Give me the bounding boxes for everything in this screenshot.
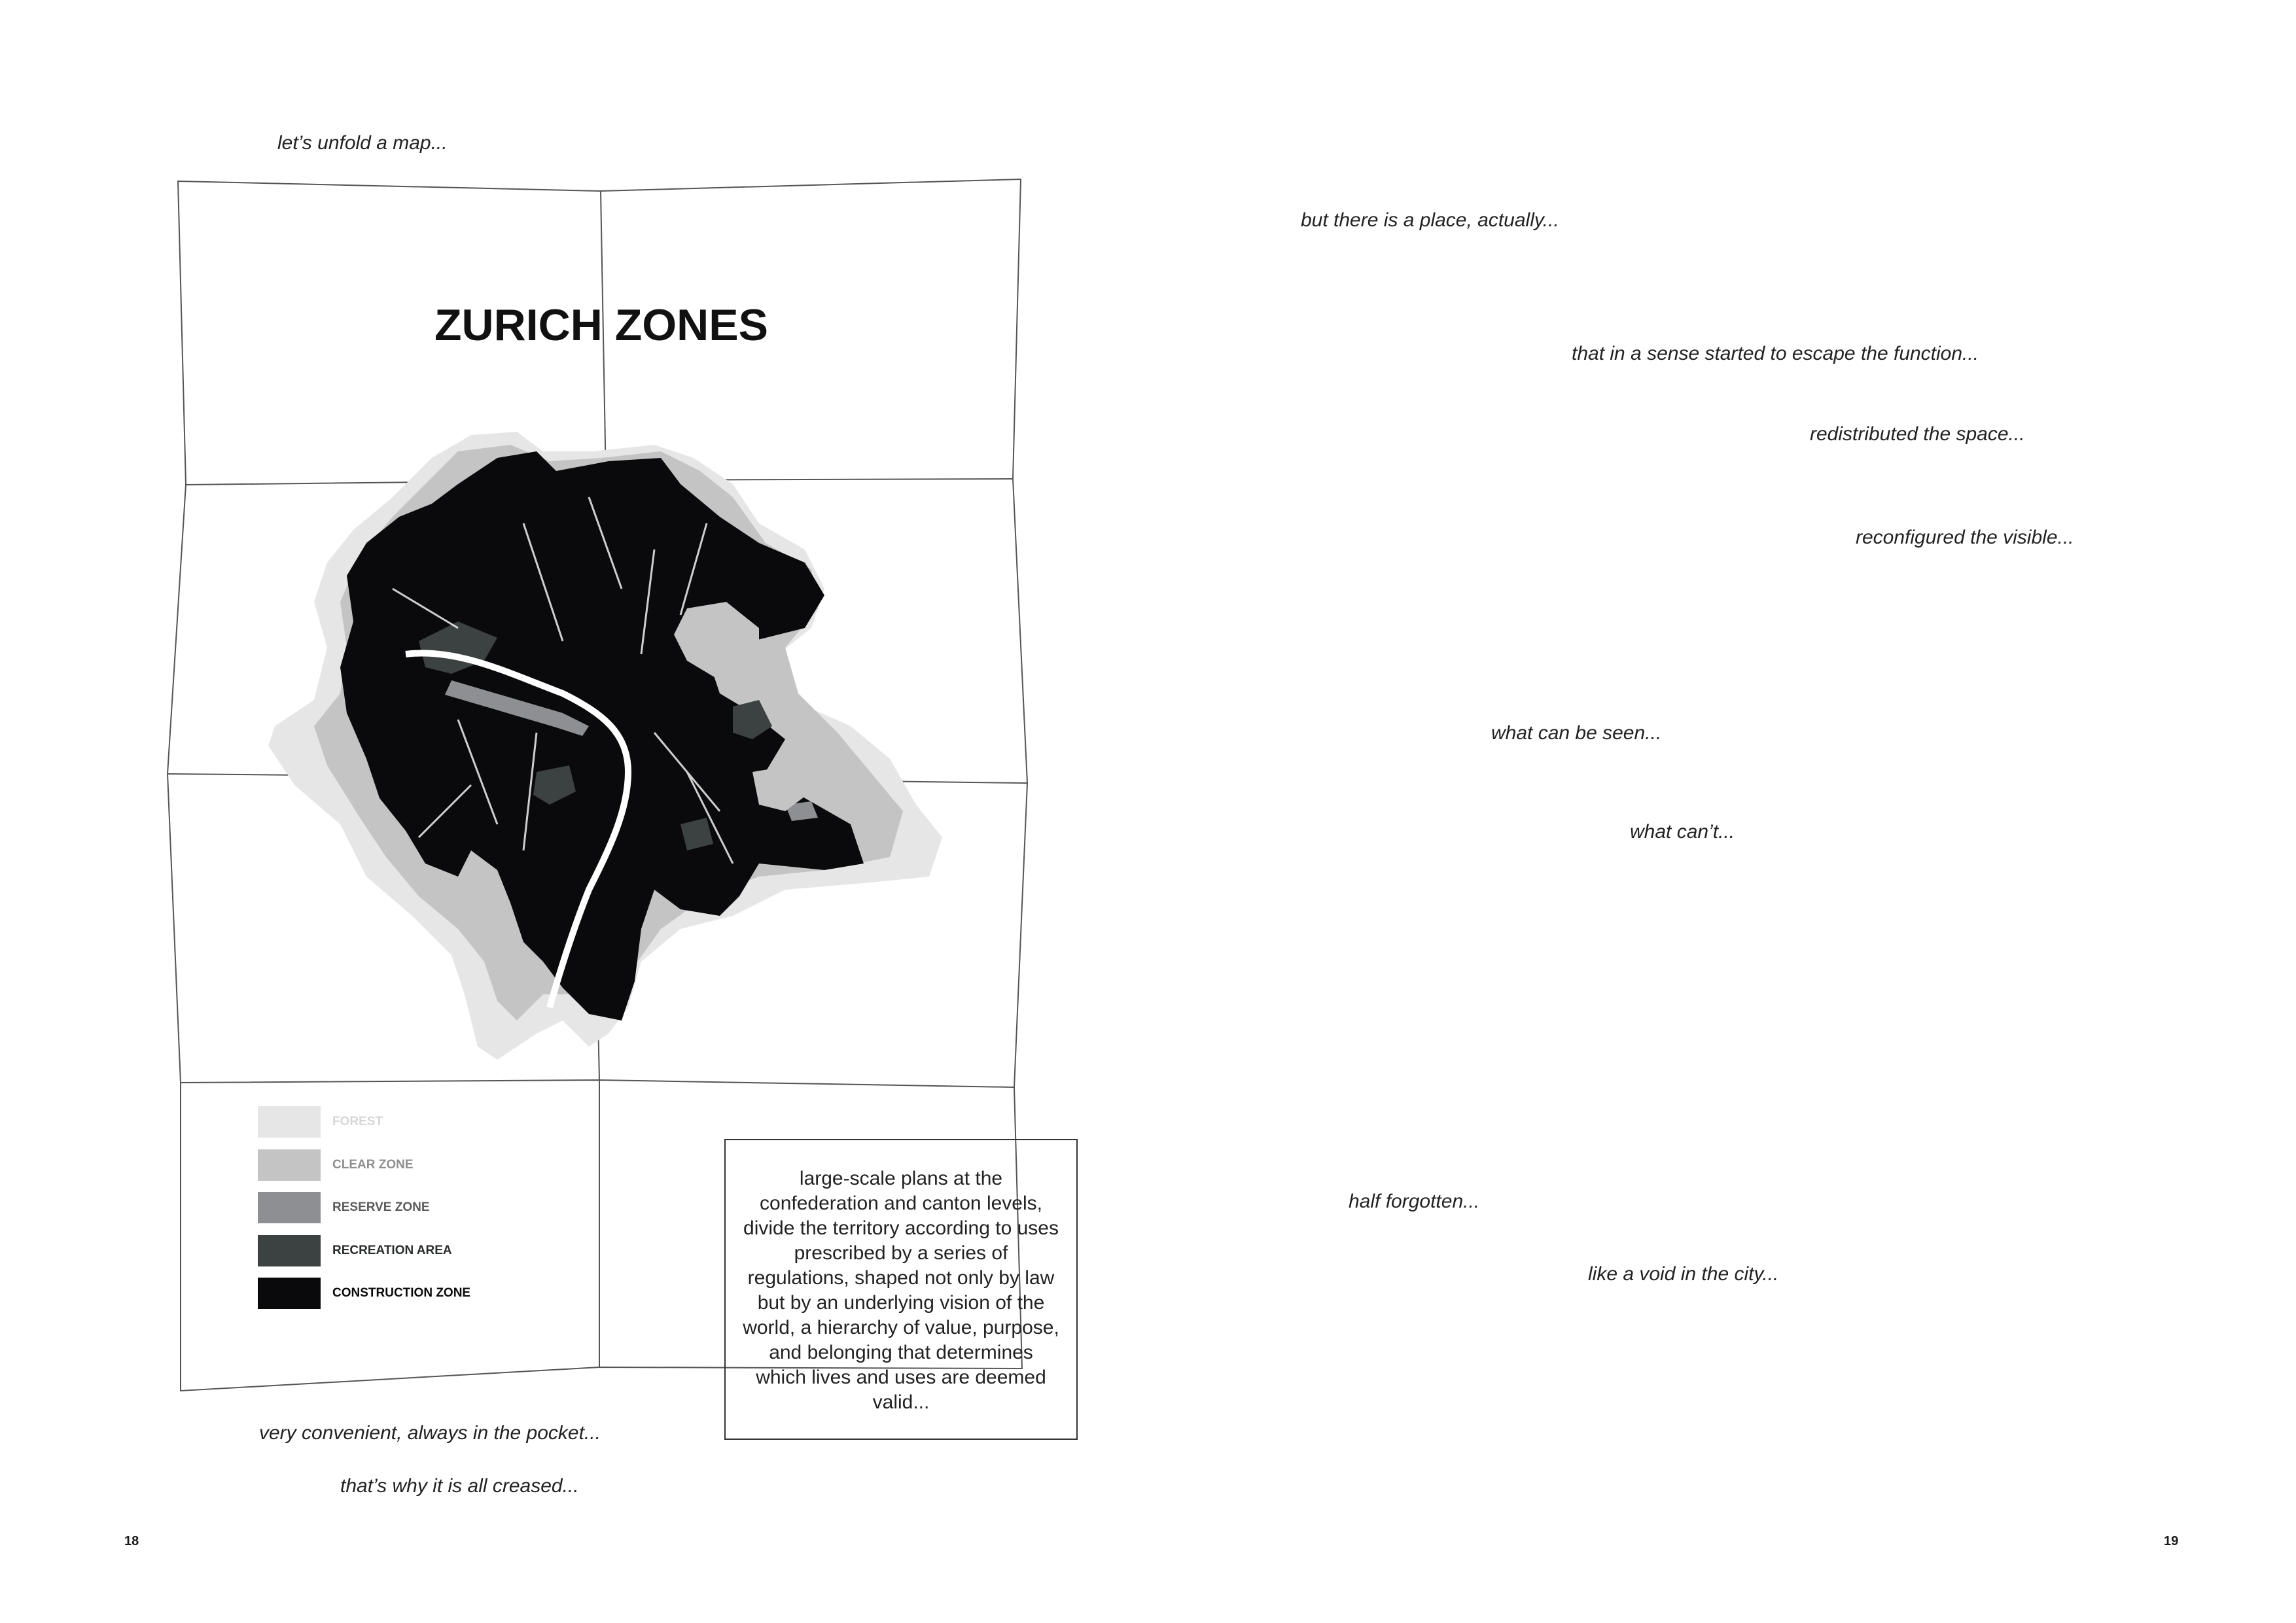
line-place: but there is a place, actually... [1301,209,1559,231]
line-escape: that in a sense started to escape the function... [1572,343,1979,364]
legend-swatch-clear-zone [258,1149,321,1181]
line-cant: what can’t... [1630,821,1735,843]
description-box [724,1139,1078,1440]
legend-swatch-forest [258,1106,321,1138]
page-number-left: 18 [124,1534,139,1548]
legend-item-construction-zone [258,1278,470,1309]
line-redistributed: redistributed the space... [1810,423,2025,445]
intro-caption: let’s unfold a map... [277,132,448,154]
legend-label-recreation-area: RECREATION AREA [332,1244,452,1257]
caption-convenient: very convenient, always in the pocket... [259,1422,601,1444]
legend-label-forest: FOREST [332,1115,383,1128]
legend-label-reserve-zone: RESERVE ZONE [332,1200,430,1214]
map-title: ZURICH ZONES [434,300,768,350]
line-seen: what can be seen... [1491,722,1662,744]
description-text: large-scale plans at the confederation and canton levels, divide the territory according to uses prescribed by a series of regulations, shaped not only by law but by an underlying vision of the world, a hierarchy of value, purpose, and belonging that determines which lives and uses are deemed valid... [743,1168,1059,1413]
caption-creased: that’s why it is all creased... [340,1475,579,1497]
legend-swatch-construction-zone [258,1278,321,1309]
line-reconfigured: reconfigured the visible... [1856,527,2074,548]
legend-item-forest [258,1106,383,1138]
legend-swatch-reserve-zone [258,1192,321,1223]
legend-label-clear-zone: CLEAR ZONE [332,1158,414,1172]
legend-label-construction-zone: CONSTRUCTION ZONE [332,1286,471,1300]
map-territory [268,432,942,1060]
legend-swatch-recreation-area [258,1235,321,1266]
line-void: like a void in the city... [1588,1263,1779,1285]
line-half-forgotten: half forgotten... [1349,1191,1480,1212]
legend-item-reserve-zone [258,1192,430,1223]
page-number-right: 19 [2164,1534,2179,1548]
legend-item-clear-zone [258,1149,414,1181]
legend-item-recreation-area [258,1235,452,1266]
